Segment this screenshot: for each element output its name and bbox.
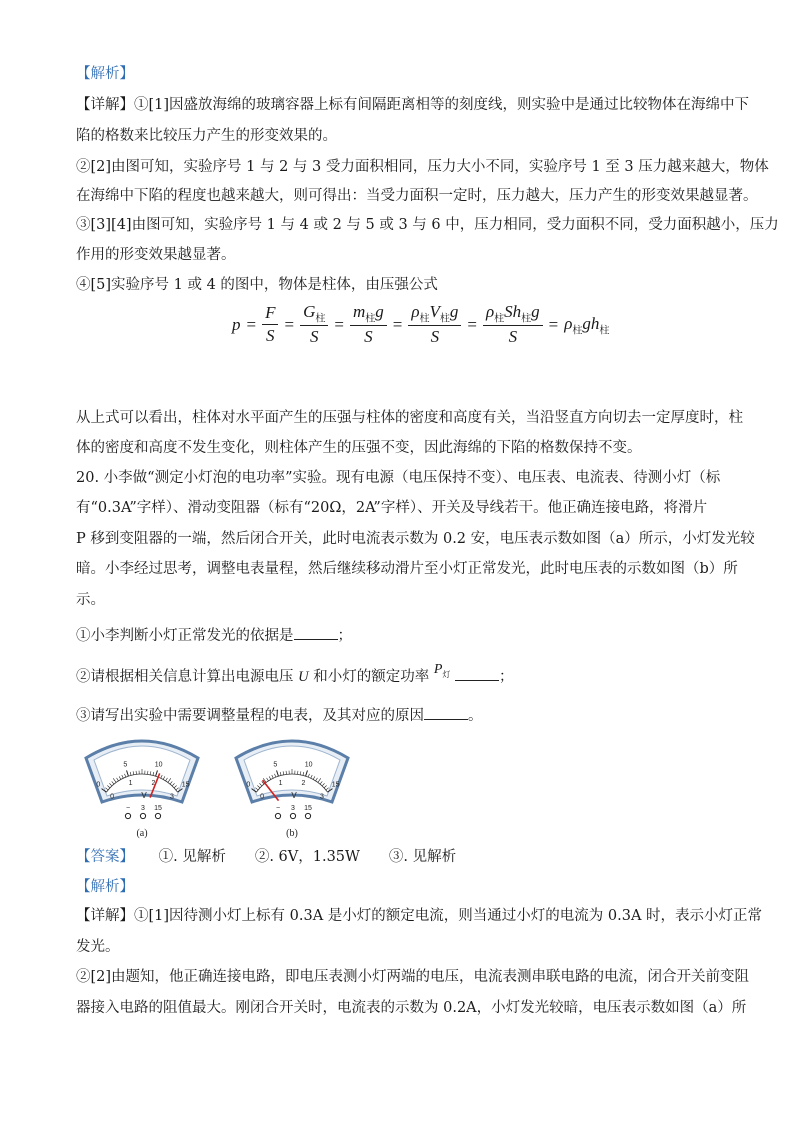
text-line: ②[2]由图可知，实验序号 1 与 2 与 3 受力面积相同，压力大小不同，实验序号 1 至 3 压力越来越大，物体 [76,159,769,175]
terminal-post [125,813,130,818]
question-20: 20. 小李做“测定小灯泡的电功率”实验。现有电源（电压保持不变）、电压表、电流表、待测小灯（标 [76,470,721,486]
terminal-label: − [275,805,281,812]
text-line: 陷的格数来比较压力产生的形变效果的。 [76,128,337,144]
terminal-label: 3 [291,805,295,812]
terminal-label: − [125,805,131,812]
inner-tick-label: 3 [169,793,174,801]
terminal-label: 3 [141,805,145,812]
answer-blank [294,625,338,640]
terminal-post [305,813,310,818]
outer-tick-label: 5 [273,761,278,769]
fraction-5: $\frac{\rho_柱Sh_柱g}{S}$ [483,302,543,347]
terminal-post [290,813,295,818]
fraction-2: $\frac{G_柱}{S}$ [300,302,328,347]
inner-tick-label: 2 [151,779,156,787]
terminal-label: 15 [304,805,312,812]
text-line: 暗。小李经过思考，调整电表量程，然后继续移动滑片至小灯正常发光，此时电压表的示数如图（b）所 [76,561,738,577]
text-line: ④[5]实验序号 1 或 4 的图中，物体是柱体，由压强公式 [76,277,438,293]
text-line: 有“0.3A”字样）、滑动变阻器（标有“20Ω，2A”字样）、开关及导线若干。他正确连接电路，将滑片 [76,500,708,516]
outer-tick-label: 10 [154,761,163,769]
inner-tick-label: 1 [128,779,133,787]
outer-tick-label: 5 [123,761,128,769]
outer-tick-label: 0 [96,781,101,789]
answer-line: 【答案】 ①. 见解析 ②. 6V，1.35W ③. 见解析 [76,849,457,865]
text-line: 【详解】①[1]因待测小灯上标有 0.3A 是小灯的额定电流，则当通过小灯的电流为 0.3A 时，表示小灯正常 [76,908,763,924]
inner-tick-label: 0 [260,793,265,801]
text-line: 在海绵中下陷的程度也越来越大，则可得出：当受力面积一定时，压力越大，压力产生的形变效果越显著。 [76,188,758,204]
fraction-3: $\frac{m_柱g}{S}$ [350,302,387,347]
terminal-post [140,813,145,818]
rated-power-symbol: $P_灯$ [433,662,451,679]
outer-tick-label: 15 [181,781,190,789]
text-line: 【详解】①[1]因盛放海绵的玻璃容器上标有间隔距离相等的刻度线，则实验中是通过比较物体在海绵中下 [76,97,750,113]
outer-tick-label: 10 [304,761,313,769]
answer-blank [424,705,468,720]
sub-question-1: ①小李判断小灯正常发光的依据是 ； [76,625,352,646]
answer-tag: 【答案】 [76,849,134,865]
inner-tick-label: 1 [278,779,283,787]
formula-p: p [232,314,241,334]
voltmeter-figures [80,730,380,840]
voltmeter-a [86,741,198,839]
answer-blank [455,666,499,681]
fraction-4: $\frac{\rho_柱V_柱g}{S}$ [408,302,461,347]
inner-tick-label: 0 [110,793,115,801]
fraction-1: $\frac{F}{S}$ [262,303,278,346]
outer-tick-label: 15 [331,781,340,789]
text-line: ③[3][4]由图可知，实验序号 1 与 4 或 2 与 5 或 3 与 6 中，压力相同，受力面积不同，受力面积越小，压力 [76,217,779,233]
terminal-label: 15 [154,805,162,812]
outer-tick-label: 0 [246,781,251,789]
inner-tick-label: 3 [319,793,324,801]
text-line: 器接入电路的阻值最大。刚闭合开关时，电流表的示数为 0.2A，小灯发光较暗，电压表示数如图（a）所 [76,1000,747,1016]
pressure-formula: p = $\frac{F}{S}$ = $\frac{G_柱}{S}$ = $\frac{m_柱g}{S}$ = $\frac{\rho_柱V_柱g}{S}$ = $\frac{\rho_柱Sh_柱g}{S}$ = $\rho_柱gh_柱$ [232,302,610,347]
section-tag-analysis: 【解析】 [76,66,134,82]
voltmeter-b [236,741,348,839]
figure-label: (a) [136,828,148,839]
figure-label: (b) [286,828,298,839]
text-line: 从上式可以看出，柱体对水平面产生的压强与柱体的密度和高度有关，当沿竖直方向切去一定厚度时，柱 [76,410,743,426]
unit-label: V [141,791,147,800]
text-line: P 移到变阻器的一端，然后闭合开关，此时电流表示数为 0.2 安，电压表示数如图（a）所示，小灯发光较 [76,531,755,547]
terminal-post [275,813,280,818]
formula-eq: = [246,314,257,334]
text-line: ②[2]由题知，他正确连接电路，即电压表测小灯两端的电压，电流表测串联电路的电流，闭合开关前变阻 [76,969,750,985]
terminal-post [155,813,160,818]
formula-result: $\rho_柱gh_柱$ [564,313,610,336]
text-line: 示。 [76,592,105,608]
sub-question-3: ③请写出实验中需要调整量程的电表，及其对应的原因 。 [76,705,483,726]
text-line: 作用的形变效果越显著。 [76,247,236,263]
text-line: 发光。 [76,939,120,955]
section-tag-analysis: 【解析】 [76,879,134,895]
unit-label: V [291,791,297,800]
sub-question-2: ②请根据相关信息计算出电源电压 U 和小灯的额定功率 $P_灯$ ； [76,662,514,685]
text-line: 体的密度和高度不发生变化，则柱体产生的压强不变，因此海绵的下陷的格数保持不变。 [76,440,642,456]
inner-tick-label: 2 [301,779,306,787]
